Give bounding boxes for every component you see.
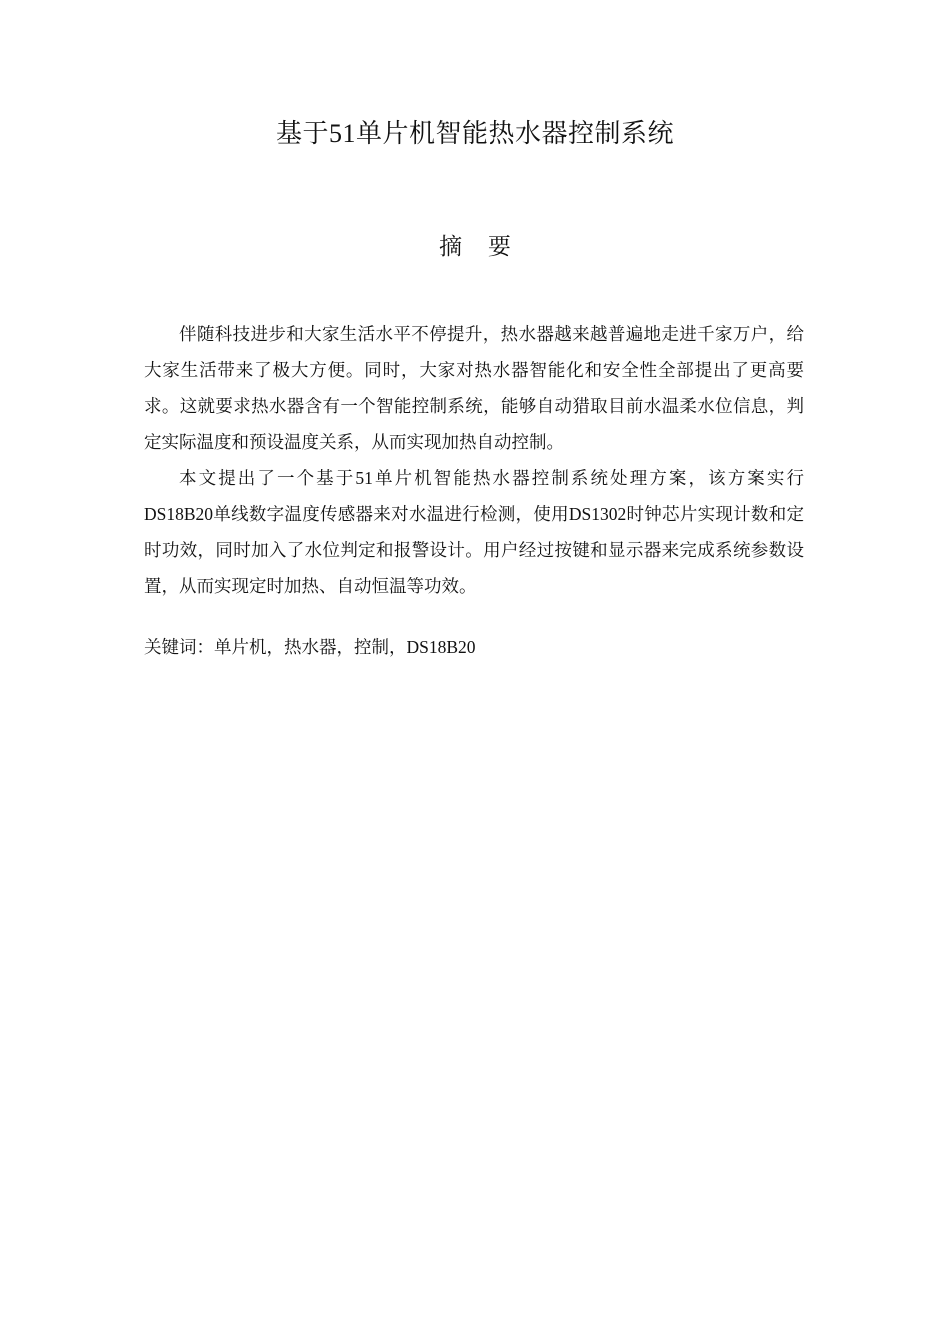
abstract-paragraph-2: 本文提出了一个基于51单片机智能热水器控制系统处理方案，该方案实行DS18B20单线数字温度传感器来对水温进行检测，使用DS1302时钟芯片实现计数和定时功效，同时加入了水位判定和报警设计。用户经过按键和显示器来完成系统参数设置，从而实现定时加热、自动恒温等功效。 (144, 468, 804, 596)
abstract-heading: 摘 要 (439, 234, 521, 259)
abstract-paragraph-1: 伴随科技进步和大家生活水平不停提升，热水器越来越普遍地走进千家万户，给大家生活带来了极大方便。同时，大家对热水器智能化和安全性全部提出了更高要求。这就要求热水器含有一个智能控制系统，能够自动猎取目前水温柔水位信息，判定实际温度和预设温度关系，从而实现加热自动控制。 (144, 324, 804, 452)
document-title: 基于51单片机智能热水器控制系统 (275, 119, 674, 148)
keywords-line: 关键词：单片机，热水器，控制，DS18B20 (144, 637, 476, 657)
abstract-body (144, 316, 804, 604)
